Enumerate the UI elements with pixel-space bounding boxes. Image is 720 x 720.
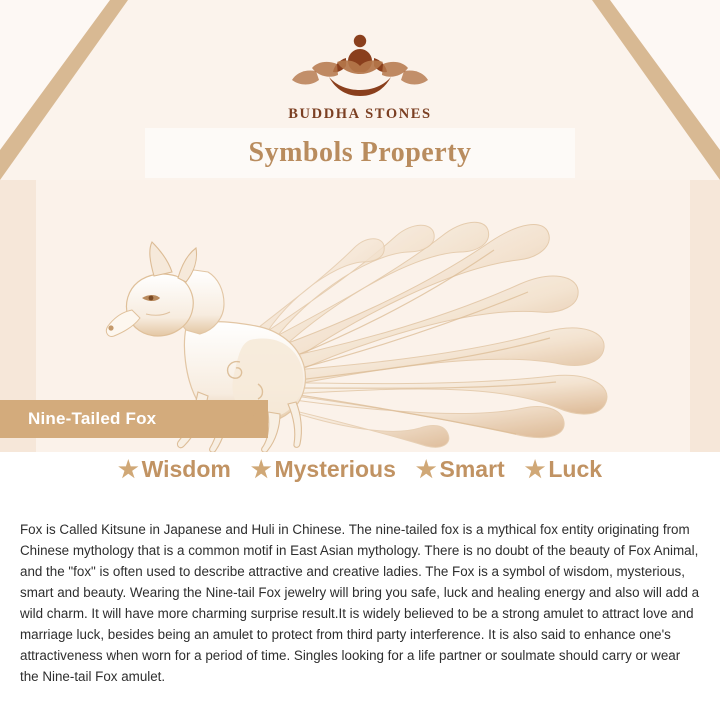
keyword-item-wisdom — [118, 456, 231, 483]
keyword-item-luck — [525, 456, 602, 483]
keyword-item-smart — [416, 456, 505, 483]
keyword-item-mysterious — [251, 456, 396, 483]
hero-tint-right — [690, 180, 720, 452]
keyword-label: Wisdom — [141, 456, 231, 482]
lotus-meditation-icon — [280, 24, 440, 102]
ribbon-tail — [232, 400, 268, 438]
keyword-label: Luck — [548, 456, 603, 482]
star-icon: ★ — [250, 456, 272, 482]
star-icon: ★ — [415, 456, 437, 482]
brand-name: BUDDHA STONES — [288, 106, 432, 122]
page-title: Symbols Property — [248, 137, 472, 168]
keyword-label: Smart — [439, 456, 505, 482]
keyword-row — [0, 456, 720, 483]
keyword-label: Mysterious — [274, 456, 396, 482]
star-icon: ★ — [524, 456, 546, 482]
page-title-bar — [145, 128, 575, 178]
symbol-name-label: Nine-Tailed Fox — [28, 409, 157, 428]
star-icon: ★ — [117, 456, 139, 482]
brand-logo — [0, 24, 720, 123]
description-text: Fox is Called Kitsune in Japanese and Huli in Chinese. The nine-tailed fox is a mythical fox entity originating from Chinese mythology that is a common motif in East Asian mythology. There is no doubt of the beauty of Fox Animal, and the "fox" is often used to describe attractive and creative ladies. The Fox is a symbol of wisdom, mysterious, smart and beauty. Wearing the Nine-tail Fox jewelry will bring you safe, luck and healing energy and also will add a wild charm. It will have more charming surprise result.It is widely believed to be a strong amulet to attract love and marriage luck, besides being an amulet to protect from third party interference. It is also said to enhance one's attractiveness when worn for a period of time. Singles looking for a life partner or soulmate should carry or wear the Nine-tail Fox amulet. — [20, 522, 700, 685]
